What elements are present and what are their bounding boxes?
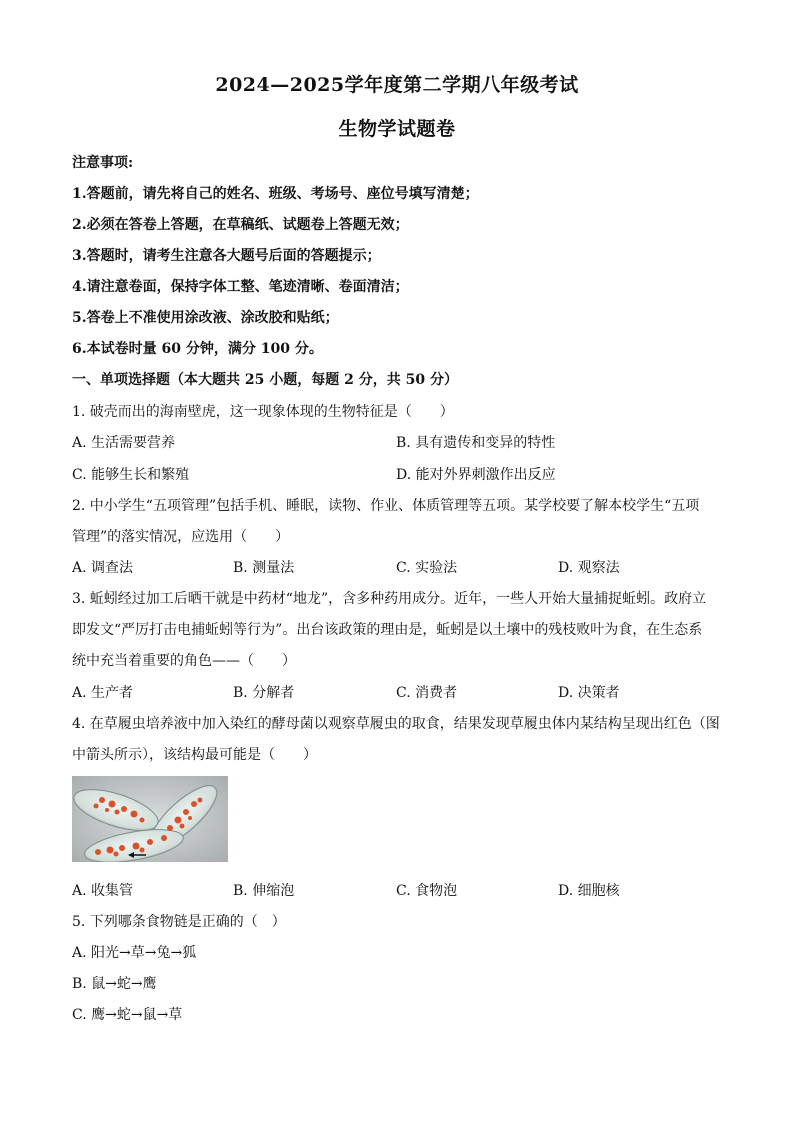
question-5-option-c: C. 鹰→蛇→鼠→草 (72, 1007, 183, 1023)
question-4-option-b: B. 伸缩泡 (233, 883, 295, 899)
paramecium-image (72, 776, 228, 862)
question-3-option-b: B. 分解者 (233, 685, 295, 701)
note-item: 2.必须在答卷上答题，在草稿纸、试题卷上答题无效； (72, 217, 409, 233)
question-2-stem: 2. 中小学生“五项管理”包括手机、睡眠，读物、作业、体质管理等五项。某学校要了解本校学生“五项 (72, 498, 700, 514)
question-2-option-d: D. 观察法 (558, 560, 620, 576)
question-1-stem: 1. 破壳而出的海南壁虎，这一现象体现的生物特征是（ ） (72, 404, 454, 420)
question-4-stem: 中箭头所示），该结构最可能是（ ） (72, 747, 317, 763)
question-3-stem: 3. 蚯蚓经过加工后晒干就是中药材“地龙”，含多种药用成分。近年，一些人开始大量捕捉蚯蚓。政府立 (72, 591, 707, 607)
question-3-option-d: D. 决策者 (558, 685, 620, 701)
exam-title: 2024—2025学年度第二学期八年级考试 (215, 74, 579, 96)
note-item: 3.答题时，请考生注意各大题号后面的答题提示； (72, 248, 381, 264)
note-item: 4.请注意卷面，保持字体工整、笔迹清晰、卷面清洁； (72, 279, 409, 295)
question-2-stem: 管理”的落实情况，应选用（ ） (72, 529, 290, 545)
question-5-option-b: B. 鼠→蛇→鹰 (72, 976, 157, 992)
question-4-stem: 4. 在草履虫培养液中加入染红的酵母菌以观察草履虫的取食，结果发现草履虫体内某结构呈现出红色（图 (72, 716, 720, 732)
paramecium-micrograph (72, 776, 228, 862)
question-2-option-a: A. 调查法 (72, 560, 134, 576)
question-1-option-a: A. 生活需要营养 (72, 435, 176, 451)
question-2-option-b: B. 测量法 (233, 560, 295, 576)
question-4-option-d: D. 细胞核 (558, 883, 620, 899)
question-1-option-b: B. 具有遗传和变异的特性 (396, 435, 556, 451)
question-5-option-a: A. 阳光→草→兔→狐 (72, 945, 197, 961)
question-5-stem: 5. 下列哪条食物链是正确的（ ） (72, 914, 286, 930)
question-1-option-d: D. 能对外界刺激作出反应 (396, 467, 556, 483)
section-heading: 一、单项选择题（本大题共 25 小题，每题 2 分，共 50 分） (72, 372, 458, 388)
question-4-option-c: C. 食物泡 (396, 883, 458, 899)
question-1-option-c: C. 能够生长和繁殖 (72, 467, 190, 483)
question-2-option-c: C. 实验法 (396, 560, 458, 576)
note-item: 6.本试卷时量 60 分钟，满分 100 分。 (72, 341, 323, 357)
question-3-stem: 统中充当着重要的角色——（ ） (72, 653, 296, 669)
note-item: 1.答题前，请先将自己的姓名、班级、考场号、座位号填写清楚； (72, 186, 479, 202)
exam-subtitle: 生物学试题卷 (338, 118, 456, 140)
question-3-option-c: C. 消费者 (396, 685, 458, 701)
question-4-option-a: A. 收集管 (72, 883, 134, 899)
question-3-option-a: A. 生产者 (72, 685, 134, 701)
note-item: 5.答卷上不准使用涂改液、涂改胶和贴纸； (72, 310, 339, 326)
notes-heading: 注意事项: (72, 155, 134, 171)
question-3-stem: 即发文“严厉打击电捕蚯蚓等行为”。出台该政策的理由是，蚯蚓是以土壤中的残枝败叶为食，在生态系 (72, 622, 703, 638)
